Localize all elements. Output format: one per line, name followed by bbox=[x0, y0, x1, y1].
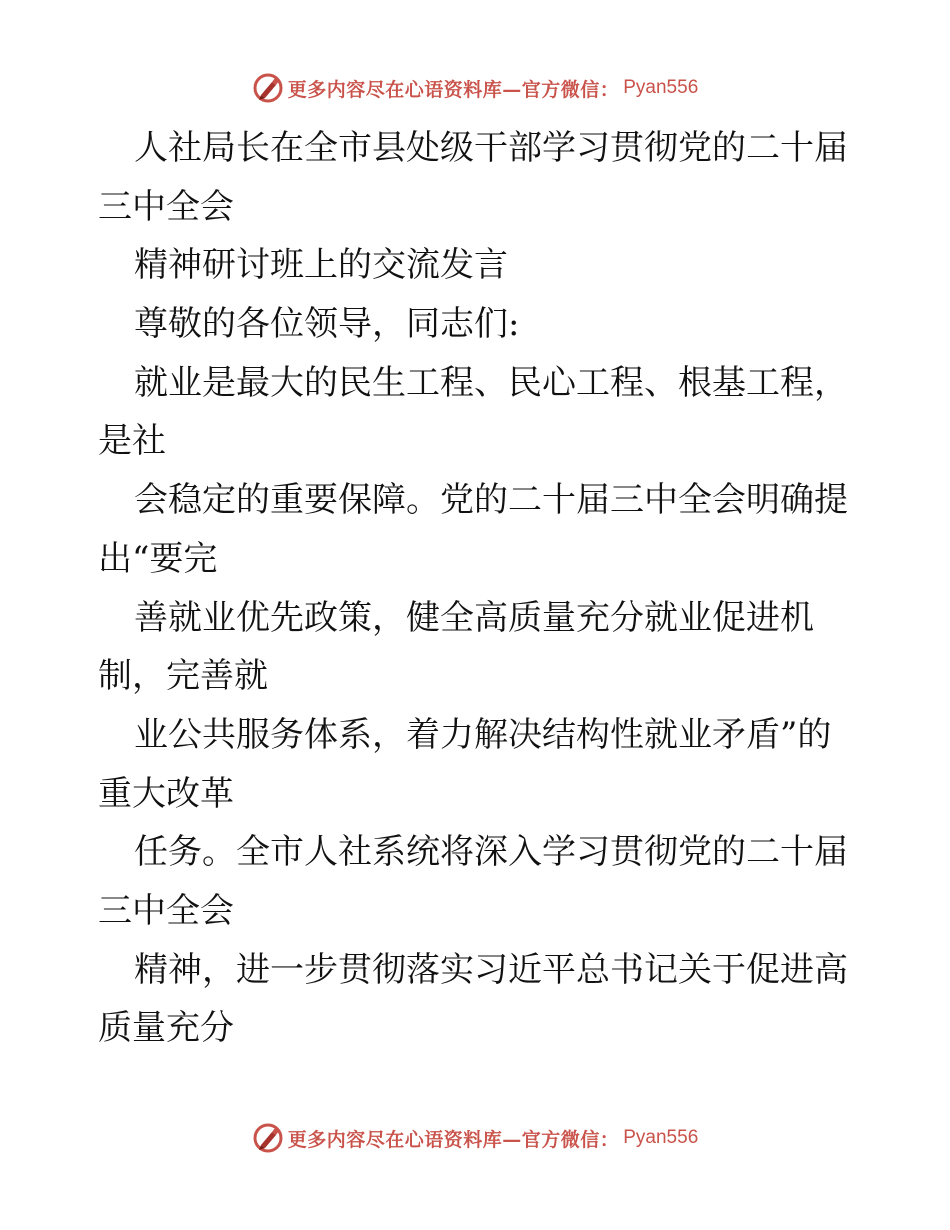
text-line: 任务。全市人社系统将深入学习贯彻党的二十届 bbox=[134, 832, 848, 873]
text-line: 制，完善就 bbox=[98, 656, 268, 697]
header-banner bbox=[0, 72, 950, 104]
document-body bbox=[98, 119, 868, 1058]
footer-banner bbox=[0, 1122, 950, 1154]
text-line: 质量充分 bbox=[98, 1008, 234, 1049]
text-line: 善就业优先政策，健全高质量充分就业促进机 bbox=[134, 597, 814, 638]
pen-circle-icon bbox=[252, 72, 284, 104]
banner-text: 更多内容尽在心语资料库—官方微信： bbox=[287, 1128, 620, 1151]
text-line: 就业是最大的民生工程、民心工程、根基工程， bbox=[134, 362, 848, 403]
pen-circle-icon bbox=[252, 1122, 284, 1154]
text-line: 三中全会 bbox=[98, 890, 234, 931]
text-line: 出“要完 bbox=[98, 538, 218, 579]
text-line: 三中全会 bbox=[98, 186, 234, 227]
banner-wechat-id: Pyan556 bbox=[623, 77, 699, 98]
text-line: 精神研讨班上的交流发言 bbox=[134, 245, 508, 286]
header-banner-inner bbox=[252, 72, 699, 104]
text-line: 会稳定的重要保障。党的二十届三中全会明确提 bbox=[134, 480, 848, 521]
text-line: 重大改革 bbox=[98, 773, 234, 814]
banner-text: 更多内容尽在心语资料库—官方微信： bbox=[287, 78, 620, 101]
banner-wechat-id: Pyan556 bbox=[623, 1127, 699, 1148]
text-line: 精神，进一步贯彻落实习近平总书记关于促进高 bbox=[134, 949, 848, 990]
text-line: 业公共服务体系，着力解决结构性就业矛盾”的 bbox=[134, 714, 832, 755]
text-line: 尊敬的各位领导，同志们: bbox=[134, 304, 520, 345]
text-line: 是社 bbox=[98, 421, 166, 462]
text-line: 人社局长在全市县处级干部学习贯彻党的二十届 bbox=[134, 128, 848, 168]
footer-banner-inner bbox=[252, 1122, 699, 1154]
